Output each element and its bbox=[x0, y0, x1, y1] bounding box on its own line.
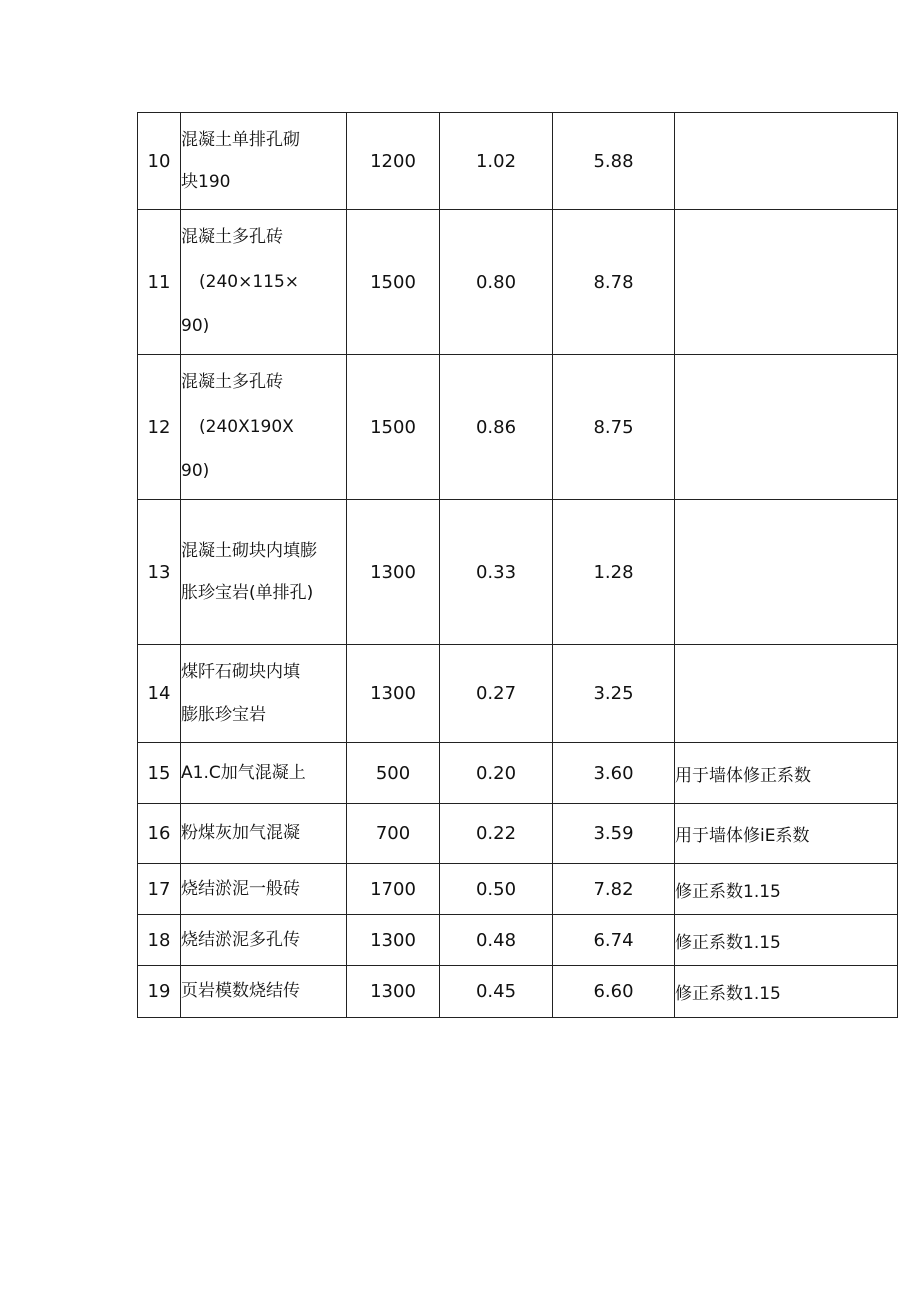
heat-storage-cell: 3.25 bbox=[553, 645, 675, 743]
material-name bbox=[181, 743, 347, 804]
material-name-line: 混凝土多孔砖 bbox=[181, 227, 283, 248]
heat-storage-cell: 6.74 bbox=[553, 915, 675, 966]
material-name bbox=[181, 210, 347, 355]
note-cell bbox=[675, 645, 898, 743]
note-cell bbox=[675, 355, 898, 500]
note-cell: 修正系数1.15 bbox=[675, 966, 898, 1018]
heat-storage-cell: 8.78 bbox=[553, 210, 675, 355]
density-cell: 700 bbox=[347, 804, 440, 864]
conductivity-cell: 0.86 bbox=[440, 355, 553, 500]
row-number: 18 bbox=[138, 915, 181, 966]
note-cell bbox=[675, 210, 898, 355]
conductivity-cell: 0.80 bbox=[440, 210, 553, 355]
row-number: 12 bbox=[138, 355, 181, 500]
heat-storage-cell: 6.60 bbox=[553, 966, 675, 1018]
density-cell: 1500 bbox=[347, 210, 440, 355]
table-row bbox=[138, 645, 898, 743]
material-name-line: A1.C加气混凝上 bbox=[181, 762, 306, 783]
table-row bbox=[138, 966, 898, 1018]
materials-table bbox=[137, 112, 898, 1018]
material-name-line: 膨胀珍宝岩 bbox=[181, 704, 266, 725]
material-name-line: 胀珍宝岩(单排孔) bbox=[181, 583, 314, 603]
note-cell: 用于墙体修正系数 bbox=[675, 743, 898, 804]
table-row bbox=[138, 355, 898, 500]
density-cell: 1300 bbox=[347, 966, 440, 1018]
conductivity-cell: 0.22 bbox=[440, 804, 553, 864]
table-row bbox=[138, 915, 898, 966]
conductivity-cell: 0.20 bbox=[440, 743, 553, 804]
table-row bbox=[138, 210, 898, 355]
material-name-line: 混凝土单排孔砌 bbox=[181, 129, 300, 150]
material-name bbox=[181, 113, 347, 210]
material-name bbox=[181, 915, 347, 966]
table-row bbox=[138, 804, 898, 864]
heat-storage-cell: 1.28 bbox=[553, 500, 675, 645]
material-name bbox=[181, 355, 347, 500]
heat-storage-cell: 3.59 bbox=[553, 804, 675, 864]
material-name bbox=[181, 500, 347, 645]
material-name-line: 烧结淤泥多孔传 bbox=[181, 929, 300, 950]
conductivity-cell: 0.48 bbox=[440, 915, 553, 966]
heat-storage-cell: 8.75 bbox=[553, 355, 675, 500]
density-cell: 500 bbox=[347, 743, 440, 804]
material-name bbox=[181, 966, 347, 1018]
material-name-line: 90) bbox=[181, 461, 210, 482]
note-cell bbox=[675, 113, 898, 210]
material-name-line: 页岩模数烧结传 bbox=[181, 981, 300, 1002]
conductivity-cell: 1.02 bbox=[440, 113, 553, 210]
row-number: 14 bbox=[138, 645, 181, 743]
material-name-line: 粉煤灰加气混凝 bbox=[181, 823, 300, 844]
row-number: 19 bbox=[138, 966, 181, 1018]
table-row bbox=[138, 743, 898, 804]
table-row bbox=[138, 500, 898, 645]
conductivity-cell: 0.33 bbox=[440, 500, 553, 645]
density-cell: 1300 bbox=[347, 645, 440, 743]
table-row bbox=[138, 864, 898, 915]
material-name-line: 混凝土砌块内填膨 bbox=[181, 540, 317, 561]
heat-storage-cell: 5.88 bbox=[553, 113, 675, 210]
density-cell: 1300 bbox=[347, 500, 440, 645]
density-cell: 1200 bbox=[347, 113, 440, 210]
material-name-line: 90) bbox=[181, 316, 210, 337]
row-number: 17 bbox=[138, 864, 181, 915]
row-number: 13 bbox=[138, 500, 181, 645]
note-cell: 修正系数1.15 bbox=[675, 864, 898, 915]
conductivity-cell: 0.50 bbox=[440, 864, 553, 915]
material-name bbox=[181, 804, 347, 864]
note-cell: 用于墙体修iE系数 bbox=[675, 804, 898, 864]
material-name-line: (240×115× bbox=[199, 271, 300, 292]
density-cell: 1700 bbox=[347, 864, 440, 915]
material-name-line: (240X190X bbox=[199, 416, 294, 437]
note-cell bbox=[675, 500, 898, 645]
row-number: 10 bbox=[138, 113, 181, 210]
density-cell: 1500 bbox=[347, 355, 440, 500]
density-cell: 1300 bbox=[347, 915, 440, 966]
material-name-line: 块190 bbox=[181, 172, 231, 192]
material-name-line: 烧结淤泥一般砖 bbox=[181, 878, 300, 899]
material-name-line: 混凝土多孔砖 bbox=[181, 372, 283, 393]
note-cell: 修正系数1.15 bbox=[675, 915, 898, 966]
heat-storage-cell: 7.82 bbox=[553, 864, 675, 915]
conductivity-cell: 0.27 bbox=[440, 645, 553, 743]
row-number: 15 bbox=[138, 743, 181, 804]
row-number: 11 bbox=[138, 210, 181, 355]
material-name-line: 煤阡石砌块内填 bbox=[181, 662, 300, 683]
conductivity-cell: 0.45 bbox=[440, 966, 553, 1018]
table-row bbox=[138, 113, 898, 210]
material-name bbox=[181, 645, 347, 743]
row-number: 16 bbox=[138, 804, 181, 864]
material-name bbox=[181, 864, 347, 915]
heat-storage-cell: 3.60 bbox=[553, 743, 675, 804]
